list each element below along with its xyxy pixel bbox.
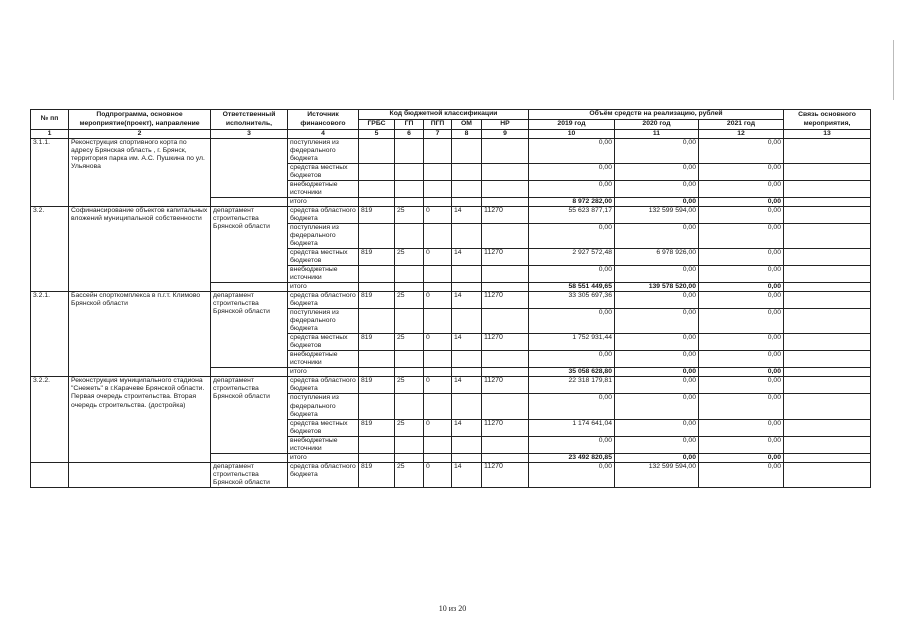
amount-2020: 0,00 (615, 377, 699, 394)
code-pgp: 0 (424, 334, 452, 351)
amount-2019: 55 623 877,17 (529, 207, 615, 224)
funding-source: поступления из федерального бюджета (288, 224, 359, 249)
total-2021: 0,00 (699, 283, 784, 292)
amount-2019: 0,00 (529, 164, 615, 181)
code-om: 14 (452, 334, 482, 351)
amount-2020: 0,00 (615, 139, 699, 164)
code-om-empty (452, 368, 482, 377)
code-om (452, 181, 482, 198)
funding-source: средства областного бюджета (288, 207, 359, 224)
measure-name: Реконструкция спортивного корта по адресу Брянская область , г. Брянск, территория парка им. А.С. Пушкина по ул. Ульянова (69, 139, 211, 207)
code-grbs (359, 309, 395, 334)
executor-empty (211, 368, 288, 377)
code-pgp: 0 (424, 249, 452, 266)
funding-source: внебюджетные источники (288, 351, 359, 368)
link-cell (784, 419, 871, 436)
col-2020-header: 2020 год (615, 120, 699, 130)
measure-name: Софинансирование объектов капитальных вложений муниципальной собственности (69, 207, 211, 292)
funding-source: средства местных бюджетов (288, 164, 359, 181)
code-pgp (424, 266, 452, 283)
col-index: 2 (69, 130, 211, 139)
amount-2020: 0,00 (615, 224, 699, 249)
amount-2021: 0,00 (699, 139, 784, 164)
code-grbs (359, 139, 395, 164)
total-label: итого (288, 368, 359, 377)
measure-name (69, 462, 211, 487)
code-gp (395, 394, 424, 419)
link-cell (784, 139, 871, 164)
amount-2020: 0,00 (615, 394, 699, 419)
amount-2020: 0,00 (615, 309, 699, 334)
col-gp-header: ГП (395, 120, 424, 130)
col-index: 9 (482, 130, 529, 139)
amount-2021: 0,00 (699, 419, 784, 436)
link-cell (784, 181, 871, 198)
funding-source: поступления из федерального бюджета (288, 139, 359, 164)
amount-2021: 0,00 (699, 309, 784, 334)
col-2021-header: 2021 год (699, 120, 784, 130)
code-nr-empty (482, 368, 529, 377)
table-row (31, 377, 871, 394)
code-grbs: 819 (359, 207, 395, 224)
amount-2021: 0,00 (699, 292, 784, 309)
code-nr: 11270 (482, 377, 529, 394)
code-pgp: 0 (424, 419, 452, 436)
code-om (452, 436, 482, 453)
code-pgp-empty (424, 283, 452, 292)
col-index: 13 (784, 130, 871, 139)
code-om (452, 224, 482, 249)
executor: департамент строительства Брянской области (211, 207, 288, 283)
amount-2020: 0,00 (615, 351, 699, 368)
executor-empty (211, 453, 288, 462)
funding-source: поступления из федерального бюджета (288, 394, 359, 419)
link-cell (784, 351, 871, 368)
code-grbs (359, 224, 395, 249)
amount-2019: 1 174 641,04 (529, 419, 615, 436)
table-row (31, 207, 871, 224)
total-2020: 0,00 (615, 368, 699, 377)
row-number: 3.2. (31, 207, 69, 292)
amount-2021: 0,00 (699, 436, 784, 453)
code-nr (482, 351, 529, 368)
code-gp (395, 224, 424, 249)
amount-2021: 0,00 (699, 224, 784, 249)
funding-source: средства областного бюджета (288, 292, 359, 309)
col-source-header: Источник финансового (288, 110, 359, 130)
row-number: 3.1.1. (31, 139, 69, 207)
code-gp: 25 (395, 207, 424, 224)
col-index: 7 (424, 130, 452, 139)
executor (211, 139, 288, 198)
col-executor-header: Ответственный исполнитель, (211, 110, 288, 130)
budget-table (30, 109, 871, 488)
amount-2021: 0,00 (699, 181, 784, 198)
col-subprogram-header: Подпрограмма, основное мероприятие(проект), направление (69, 110, 211, 130)
measure-name: Реконструкция муниципального стадиона "Снежеть" в г.Карачеве Брянской области. Первая очередь строительства. Вторая очередь строительства. (достройка) (69, 377, 211, 462)
col-pgp-header: ПГП (424, 120, 452, 130)
code-nr: 11270 (482, 292, 529, 309)
code-grbs (359, 394, 395, 419)
budget-code-header: Код бюджетной классификации (359, 110, 529, 120)
amount-2019: 0,00 (529, 436, 615, 453)
code-gp: 25 (395, 249, 424, 266)
code-gp (395, 181, 424, 198)
link-cell (784, 283, 871, 292)
code-pgp-empty (424, 453, 452, 462)
code-gp: 25 (395, 292, 424, 309)
link-cell (784, 198, 871, 207)
funding-source: средства областного бюджета (288, 462, 359, 487)
amount-2021: 0,00 (699, 164, 784, 181)
code-nr: 11270 (482, 419, 529, 436)
code-pgp (424, 139, 452, 164)
amount-2020: 0,00 (615, 292, 699, 309)
code-gp-empty (395, 198, 424, 207)
code-gp-empty (395, 283, 424, 292)
amount-2019: 33 305 697,36 (529, 292, 615, 309)
code-pgp (424, 164, 452, 181)
code-nr-empty (482, 453, 529, 462)
executor: департамент строительства Брянской области (211, 377, 288, 453)
col-index: 4 (288, 130, 359, 139)
link-cell (784, 164, 871, 181)
total-2020: 139 578 520,00 (615, 283, 699, 292)
code-gp-empty (395, 368, 424, 377)
col-nr-header: НР (482, 120, 529, 130)
code-om (452, 266, 482, 283)
amount-2021: 0,00 (699, 249, 784, 266)
code-om (452, 309, 482, 334)
code-grbs (359, 351, 395, 368)
code-grbs (359, 164, 395, 181)
amount-2020: 0,00 (615, 266, 699, 283)
code-grbs: 819 (359, 462, 395, 487)
amount-2020: 6 978 926,00 (615, 249, 699, 266)
amount-2019: 0,00 (529, 266, 615, 283)
executor: департамент строительства Брянской области (211, 292, 288, 368)
code-om (452, 394, 482, 419)
amount-2019: 0,00 (529, 462, 615, 487)
code-grbs (359, 181, 395, 198)
amount-2020: 132 599 594,00 (615, 462, 699, 487)
code-pgp (424, 224, 452, 249)
code-pgp: 0 (424, 207, 452, 224)
total-2021: 0,00 (699, 368, 784, 377)
link-cell (784, 453, 871, 462)
amount-2021: 0,00 (699, 207, 784, 224)
funds-header: Объём средств на реализацию, рублей (529, 110, 784, 120)
code-om-empty (452, 283, 482, 292)
amount-2020: 0,00 (615, 436, 699, 453)
total-2019: 35 058 628,80 (529, 368, 615, 377)
amount-2019: 1 752 931,44 (529, 334, 615, 351)
amount-2020: 0,00 (615, 164, 699, 181)
col-index: 8 (452, 130, 482, 139)
amount-2020: 0,00 (615, 181, 699, 198)
amount-2019: 0,00 (529, 181, 615, 198)
executor-empty (211, 198, 288, 207)
col-index: 3 (211, 130, 288, 139)
code-nr (482, 224, 529, 249)
funding-source: средства местных бюджетов (288, 419, 359, 436)
funding-source: средства местных бюджетов (288, 249, 359, 266)
col-index: 10 (529, 130, 615, 139)
amount-2021: 0,00 (699, 351, 784, 368)
code-om: 14 (452, 292, 482, 309)
code-gp (395, 139, 424, 164)
code-nr-empty (482, 198, 529, 207)
code-pgp: 0 (424, 462, 452, 487)
amount-2021: 0,00 (699, 394, 784, 419)
link-cell (784, 292, 871, 309)
code-pgp (424, 436, 452, 453)
table-row (31, 292, 871, 309)
table-row (31, 139, 871, 164)
header-row-1 (31, 110, 871, 120)
code-pgp (424, 351, 452, 368)
code-om-empty (452, 198, 482, 207)
code-om: 14 (452, 419, 482, 436)
row-number: 3.2.2. (31, 377, 69, 462)
col-grbs-header: ГРБС (359, 120, 395, 130)
code-grbs-empty (359, 368, 395, 377)
code-nr: 11270 (482, 462, 529, 487)
code-pgp (424, 309, 452, 334)
code-nr (482, 266, 529, 283)
col-index: 12 (699, 130, 784, 139)
code-gp-empty (395, 453, 424, 462)
code-pgp (424, 394, 452, 419)
amount-2021: 0,00 (699, 334, 784, 351)
col-link-header: Связь основного мероприятия, (784, 110, 871, 130)
link-cell (784, 394, 871, 419)
code-om-empty (452, 453, 482, 462)
total-2020: 0,00 (615, 198, 699, 207)
code-nr (482, 181, 529, 198)
code-pgp (424, 181, 452, 198)
code-grbs-empty (359, 283, 395, 292)
col-2019-header: 2019 год (529, 120, 615, 130)
executor: департамент строительства Брянской области (211, 462, 288, 487)
amount-2019: 0,00 (529, 351, 615, 368)
table-body (31, 139, 871, 488)
amount-2020: 0,00 (615, 334, 699, 351)
link-cell (784, 266, 871, 283)
amount-2021: 0,00 (699, 266, 784, 283)
code-gp (395, 436, 424, 453)
code-grbs: 819 (359, 377, 395, 394)
amount-2019: 0,00 (529, 309, 615, 334)
code-gp (395, 309, 424, 334)
code-pgp-empty (424, 368, 452, 377)
total-2019: 58 551 449,65 (529, 283, 615, 292)
amount-2020: 132 599 594,00 (615, 207, 699, 224)
code-gp (395, 164, 424, 181)
amount-2019: 2 927 572,48 (529, 249, 615, 266)
measure-name: Бассейн спорткомплекса в п.г.т. Климово Брянской области (69, 292, 211, 377)
total-2021: 0,00 (699, 453, 784, 462)
total-label: итого (288, 283, 359, 292)
row-number (31, 462, 69, 487)
code-grbs: 819 (359, 292, 395, 309)
amount-2019: 0,00 (529, 394, 615, 419)
code-pgp: 0 (424, 292, 452, 309)
link-cell (784, 224, 871, 249)
total-2019: 8 972 282,00 (529, 198, 615, 207)
amount-2019: 0,00 (529, 224, 615, 249)
total-2021: 0,00 (699, 198, 784, 207)
funding-source: внебюджетные источники (288, 436, 359, 453)
col-index: 6 (395, 130, 424, 139)
code-om: 14 (452, 462, 482, 487)
amount-2019: 22 318 179,81 (529, 377, 615, 394)
code-om: 14 (452, 207, 482, 224)
code-nr-empty (482, 283, 529, 292)
funding-source: внебюджетные источники (288, 181, 359, 198)
page-number: 10 из 20 (438, 604, 467, 613)
amount-2019: 0,00 (529, 139, 615, 164)
funding-source: средства областного бюджета (288, 377, 359, 394)
link-cell (784, 309, 871, 334)
col-num-header: № пп (31, 110, 69, 130)
code-nr (482, 164, 529, 181)
code-nr (482, 309, 529, 334)
code-gp: 25 (395, 334, 424, 351)
code-om (452, 164, 482, 181)
table-row (31, 462, 871, 487)
code-om (452, 139, 482, 164)
code-nr (482, 394, 529, 419)
total-label: итого (288, 453, 359, 462)
scan-edge-line (893, 40, 894, 100)
code-grbs (359, 436, 395, 453)
link-cell (784, 462, 871, 487)
funding-source: средства местных бюджетов (288, 334, 359, 351)
row-number: 3.2.1. (31, 292, 69, 377)
code-grbs: 819 (359, 419, 395, 436)
col-index: 11 (615, 130, 699, 139)
code-om (452, 351, 482, 368)
code-grbs: 819 (359, 249, 395, 266)
code-grbs-empty (359, 198, 395, 207)
total-2020: 0,00 (615, 453, 699, 462)
amount-2021: 0,00 (699, 377, 784, 394)
code-grbs: 819 (359, 334, 395, 351)
table-header (31, 110, 871, 139)
link-cell (784, 368, 871, 377)
code-nr: 11270 (482, 207, 529, 224)
link-cell (784, 377, 871, 394)
code-gp: 25 (395, 419, 424, 436)
code-gp: 25 (395, 377, 424, 394)
code-grbs-empty (359, 453, 395, 462)
code-nr: 11270 (482, 334, 529, 351)
header-numbering-row (31, 130, 871, 139)
link-cell (784, 334, 871, 351)
code-om: 14 (452, 377, 482, 394)
code-pgp: 0 (424, 377, 452, 394)
executor-empty (211, 283, 288, 292)
link-cell (784, 249, 871, 266)
total-2019: 23 492 820,85 (529, 453, 615, 462)
link-cell (784, 436, 871, 453)
code-grbs (359, 266, 395, 283)
code-pgp-empty (424, 198, 452, 207)
total-label: итого (288, 198, 359, 207)
code-nr (482, 139, 529, 164)
code-nr: 11270 (482, 249, 529, 266)
code-gp: 25 (395, 462, 424, 487)
code-om: 14 (452, 249, 482, 266)
code-gp (395, 266, 424, 283)
funding-source: внебюджетные источники (288, 266, 359, 283)
amount-2021: 0,00 (699, 462, 784, 487)
code-gp (395, 351, 424, 368)
funding-source: поступления из федерального бюджета (288, 309, 359, 334)
col-index: 5 (359, 130, 395, 139)
code-nr (482, 436, 529, 453)
amount-2020: 0,00 (615, 419, 699, 436)
link-cell (784, 207, 871, 224)
col-om-header: ОМ (452, 120, 482, 130)
col-index: 1 (31, 130, 69, 139)
